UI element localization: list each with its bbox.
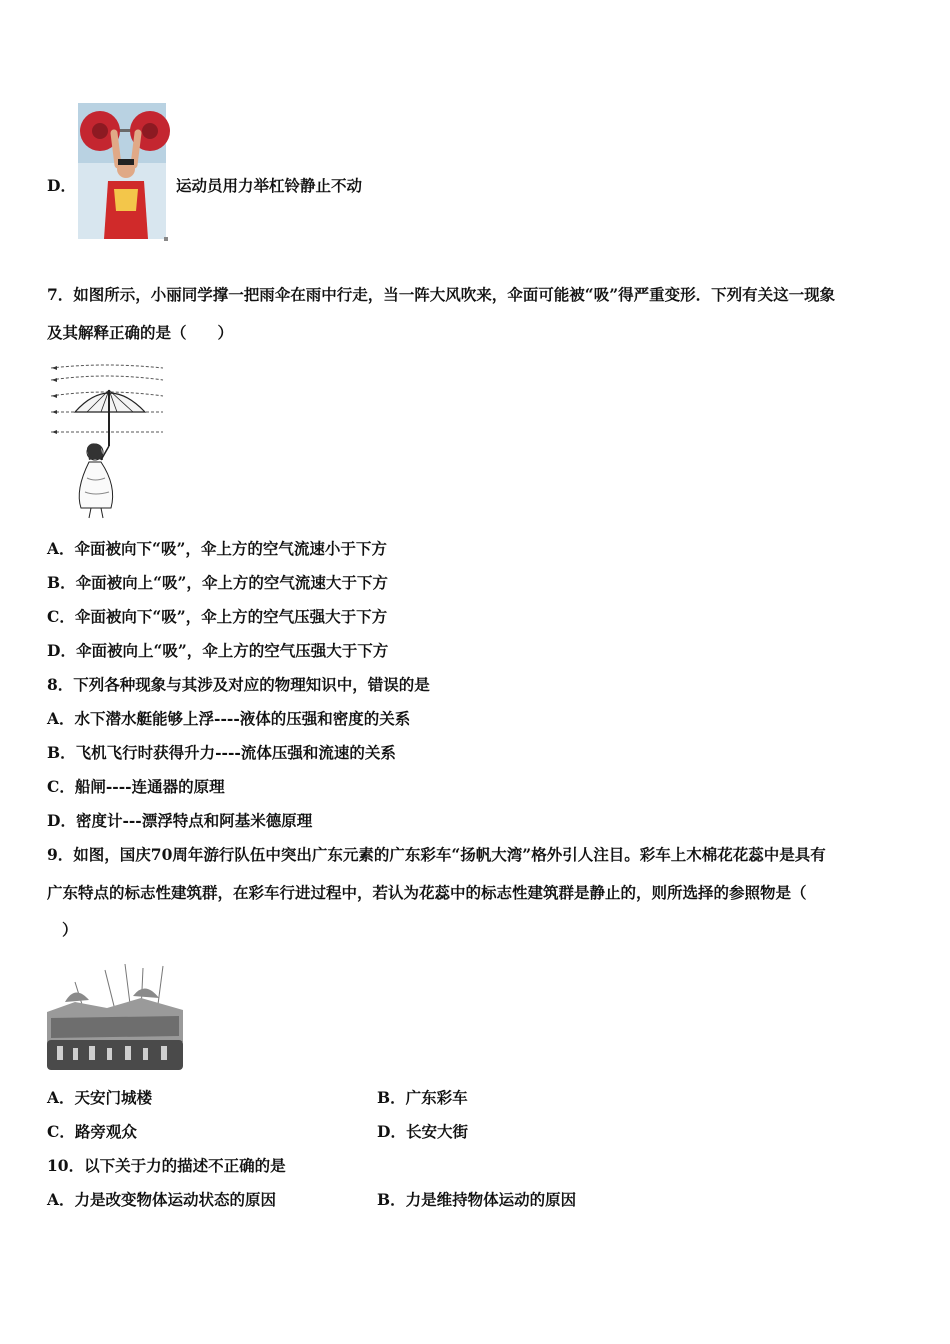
- q7-stem-line2: 及其解释正确的是（ ）: [47, 323, 234, 342]
- q10-option-a: A．力是改变物体运动状态的原因: [47, 1190, 277, 1209]
- q10-stem: 10．以下关于力的描述不正确的是: [47, 1156, 286, 1175]
- q9-option-b: B．广东彩车: [377, 1088, 468, 1107]
- q9-stem-line1: 9．如图，国庆70周年游行队伍中突出广东元素的广东彩车“扬帆大湾”格外引人注目。彩车上木棉花花蕊中是具有: [47, 845, 826, 864]
- q8-option-d: D．密度计---漂浮特点和阿基米德原理: [47, 811, 313, 830]
- q8-stem: 8．下列各种现象与其涉及对应的物理知识中，错误的是: [47, 675, 430, 694]
- q7-option-d: D．伞面被向上“吸”，伞上方的空气压强大于下方: [47, 641, 389, 660]
- weightlifter-image: [78, 103, 170, 245]
- q7-option-c: C．伞面被向下“吸”，伞上方的空气压强大于下方: [47, 607, 388, 626]
- q6-option-d-letter: D．: [47, 176, 76, 195]
- q9-option-c: C．路旁观众: [47, 1122, 137, 1141]
- umbrella-girl-figure: [45, 360, 167, 522]
- q7-option-b: B．伞面被向上“吸”，伞上方的空气流速大于下方: [47, 573, 388, 592]
- q9-option-a: A．天安门城楼: [47, 1088, 153, 1107]
- q8-option-c: C．船闸----连通器的原理: [47, 777, 225, 796]
- q8-option-b: B．飞机飞行时获得升力----流体压强和流速的关系: [47, 743, 396, 762]
- q6-option-d-text: 运动员用力举杠铃静止不动: [176, 176, 363, 195]
- q10-option-b: B．力是维持物体运动的原因: [377, 1190, 577, 1209]
- q7-option-a: A．伞面被向下“吸”，伞上方的空气流速小于下方: [47, 539, 387, 558]
- q9-option-d: D．长安大街: [377, 1122, 468, 1141]
- parade-float-image: [45, 962, 185, 1074]
- q9-stem-line2: 广东特点的标志性建筑群，在彩车行进过程中，若认为花蕊中的标志性建筑群是静止的，则所选择的参照物是（: [47, 883, 807, 902]
- q7-stem-line1: 7．如图所示，小丽同学撑一把雨伞在雨中行走，当一阵大风吹来，伞面可能被“吸”得严重变形．下列有关这一现象: [47, 285, 836, 304]
- q8-option-a: A．水下潜水艇能够上浮----液体的压强和密度的关系: [47, 709, 411, 728]
- q9-stem-line3: ）: [62, 920, 78, 939]
